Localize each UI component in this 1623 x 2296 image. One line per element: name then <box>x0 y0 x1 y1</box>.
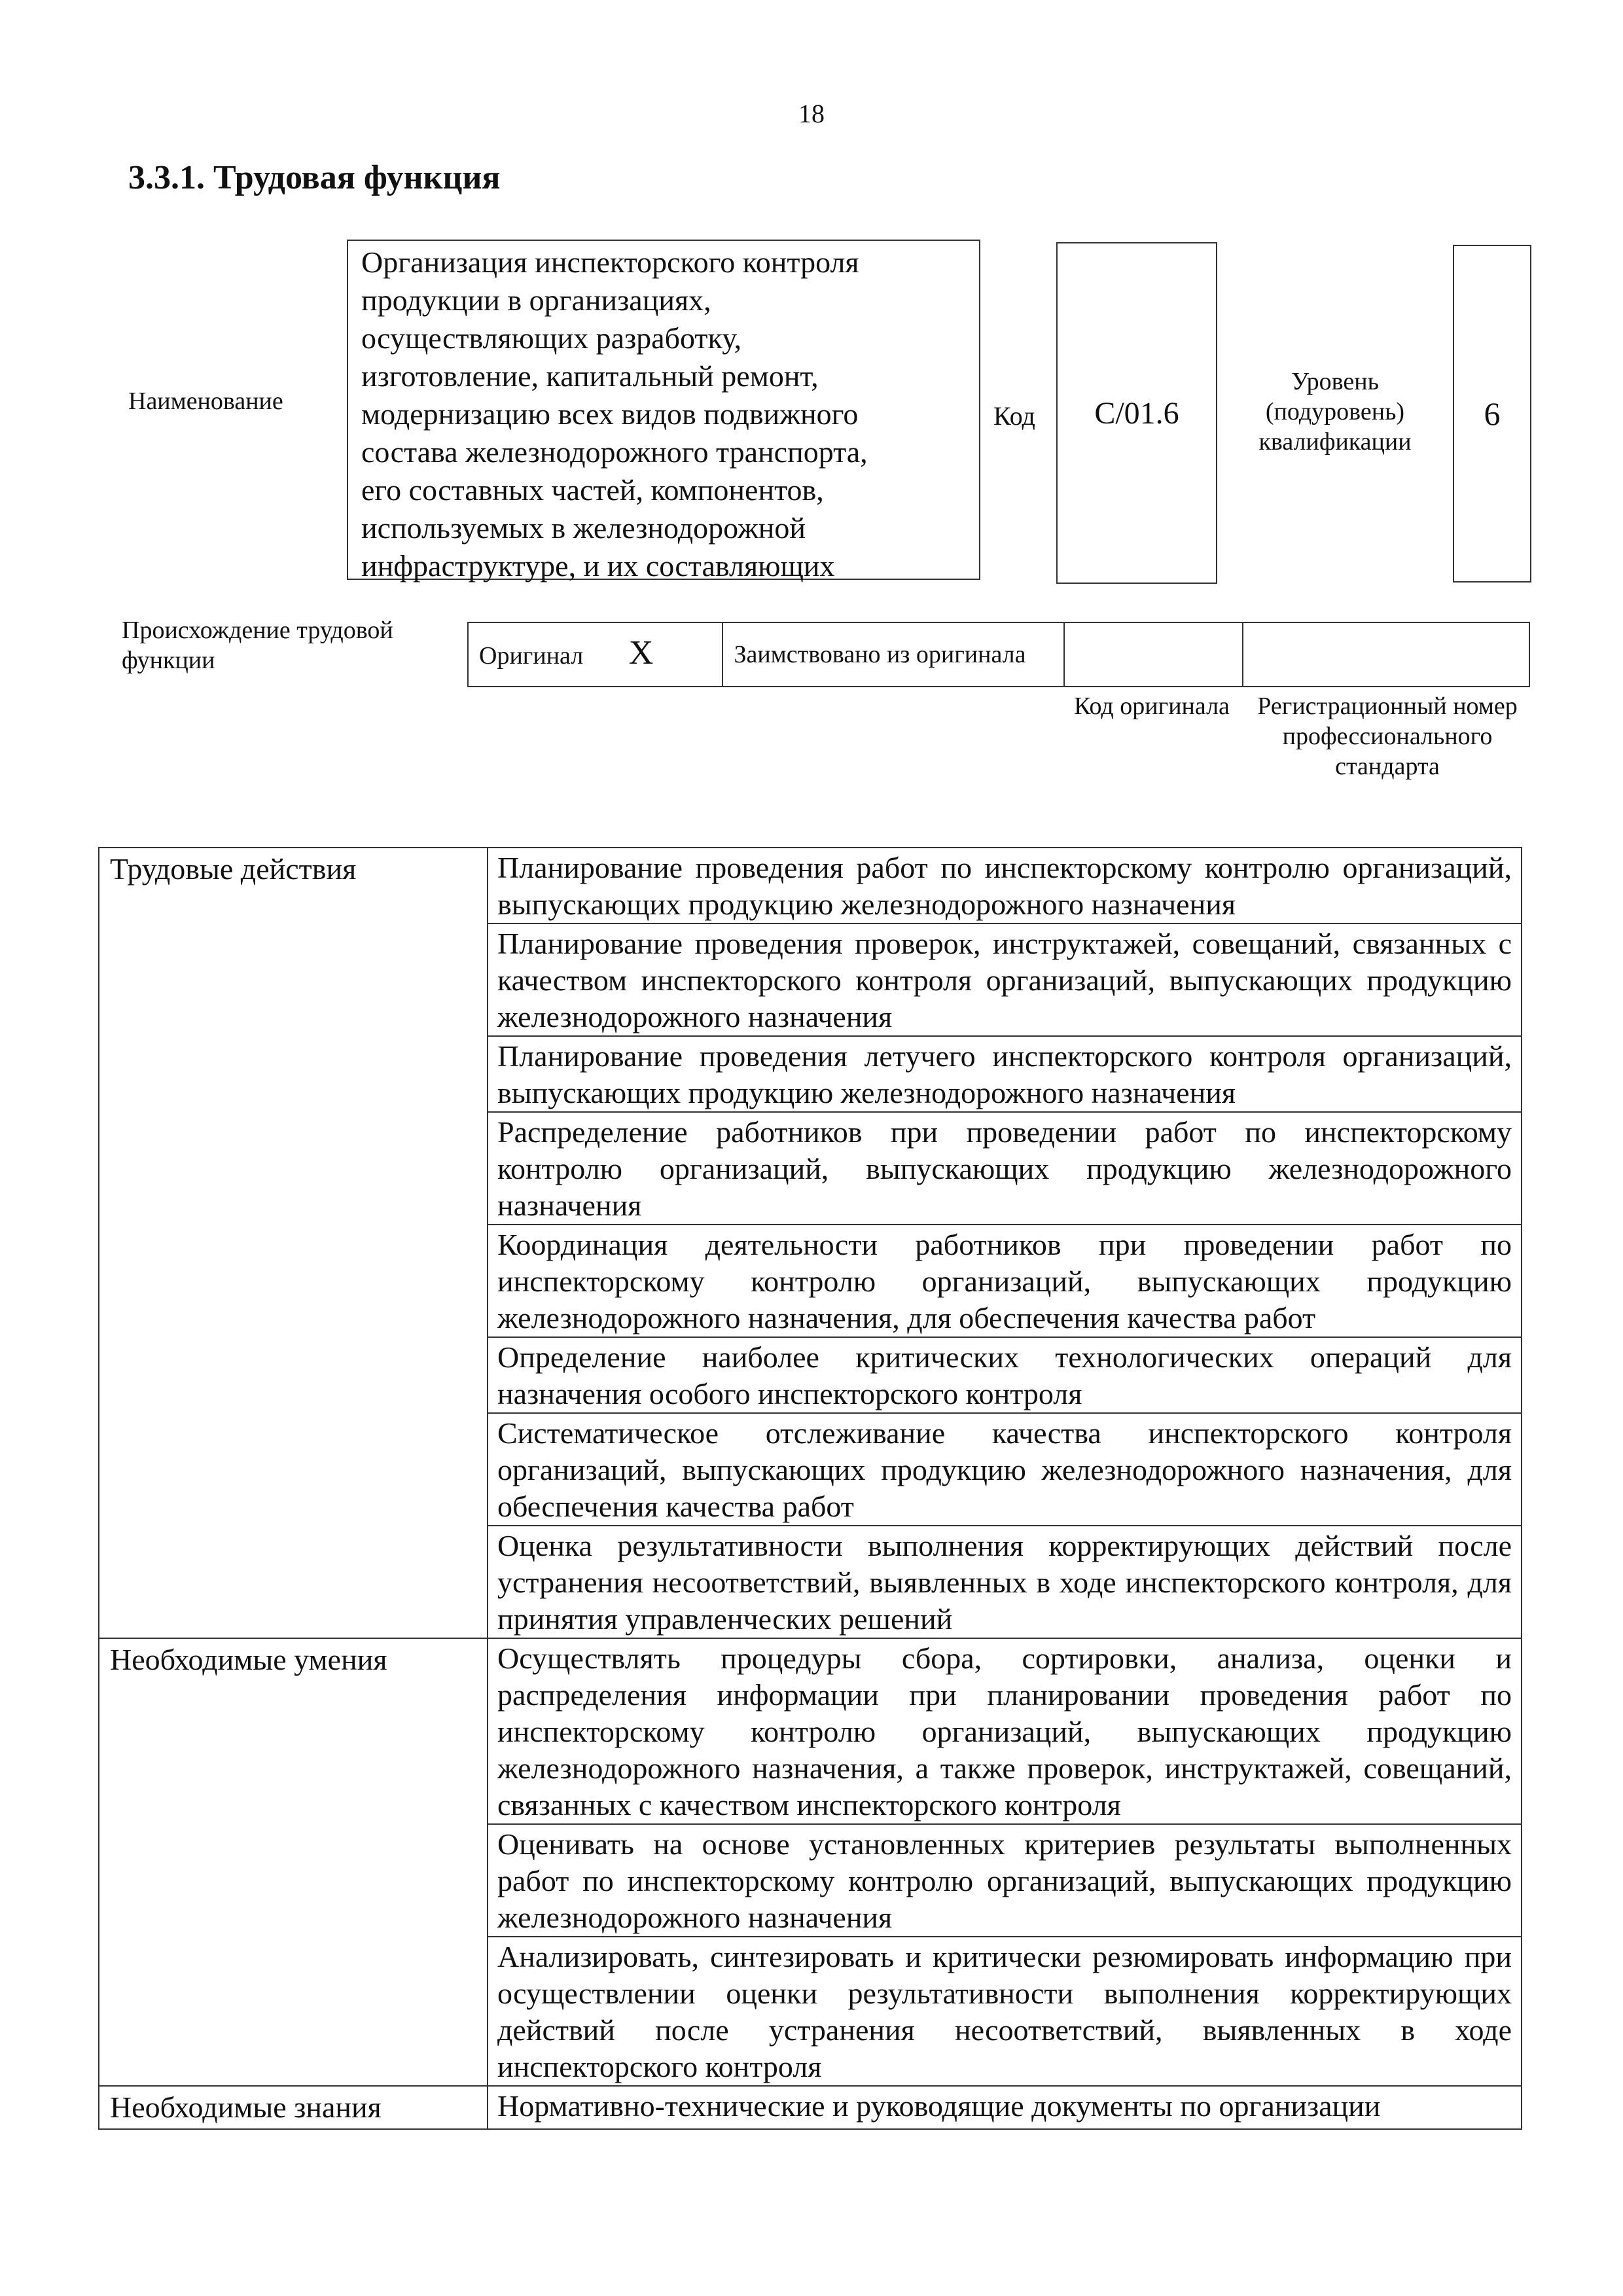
function-name-line: модернизацию всех видов подвижного <box>361 397 859 431</box>
function-name-line: осуществляющих разработку, <box>361 321 742 355</box>
item-cell: Распределение работников при проведении работ по инспекторскому контролю организаций, выпускающих продукцию железнодорожного назначения <box>488 1112 1522 1225</box>
function-name-line: используемых в железнодорожной <box>361 511 806 545</box>
table-row <box>99 1638 1522 1824</box>
item-cell: Планирование проведения работ по инспекторскому контролю организаций, выпускающих продукцию железнодорожного назначения <box>488 848 1522 924</box>
function-name-line: изготовление, капитальный ремонт, <box>361 359 819 393</box>
table-row <box>99 2086 1522 2129</box>
function-name-line: его составных частей, компонентов, <box>361 473 824 507</box>
qualification-level-label: Уровень (подуровень) квалификации <box>1258 368 1412 456</box>
code-value: С/01.6 <box>1056 242 1217 584</box>
code-label: Код <box>993 401 1035 431</box>
category-cell: Необходимые знания <box>99 2086 488 2129</box>
item-cell: Осуществлять процедуры сбора, сортировки, анализа, оценки и распределения информации при планировании проведения работ по инспекторскому контролю организаций, выпускающих продукцию железнодорожного назначения, а также проверок, инструктажей, совещаний, связанных с качеством инспекторского контроля <box>488 1638 1522 1824</box>
item-cell: Систематическое отслеживание качества инспекторского контроля организаций, выпускающих продукцию железнодорожного назначения, для обеспечения качества работ <box>488 1413 1522 1526</box>
table-row <box>99 848 1522 924</box>
origin-original-cell <box>468 622 722 687</box>
registration-number-caption: Регистрационный номер профессионального стандарта <box>1257 692 1518 780</box>
item-cell: Планирование проведения проверок, инструктажей, совещаний, связанных с качеством инспекторского контроля организаций, выпускающих продукцию железнодорожного назначения <box>488 924 1522 1036</box>
item-cell: Оценка результативности выполнения корректирующих действий после устранения несоответствий, выявленных в ходе инспекторского контроля, для принятия управленческих решений <box>488 1526 1522 1638</box>
section-title: 3.3.1. Трудовая функция <box>128 159 501 196</box>
item-cell: Анализировать, синтезировать и критически резюмировать информацию при осуществлении оценки результативности выполнения корректирующих действий после устранения несоответствий, выявленных в ходе инспекторского контроля <box>488 1937 1522 2086</box>
page-number: 18 <box>798 99 825 128</box>
origin-original-mark: X <box>628 634 654 672</box>
function-details-table <box>98 847 1522 2130</box>
function-name-line: инфраструктуре, и их составляющих <box>361 549 835 583</box>
original-code-caption: Код оригинала <box>1074 692 1230 720</box>
origin-borrowed-cell: Заимствовано из оригинала <box>722 622 1063 687</box>
origin-code-cell <box>1064 622 1243 687</box>
function-name-line: Организация инспекторского контроля <box>361 245 859 279</box>
name-label: Наименование <box>128 387 283 415</box>
item-cell: Определение наиболее критических технологических операций для назначения особого инспекторского контроля <box>488 1337 1522 1413</box>
function-name-line: продукции в организациях, <box>361 283 711 317</box>
item-cell: Оценивать на основе установленных критериев результаты выполненных работ по инспекторскому контролю организаций, выпускающих продукцию железнодорожного назначения <box>488 1824 1522 1937</box>
origin-reg-number-cell <box>1243 622 1529 687</box>
function-name-box <box>347 240 980 583</box>
item-cell: Координация деятельности работников при проведении работ по инспекторскому контролю организаций, выпускающих продукцию железнодорожного назначения, для обеспечения качества работ <box>488 1225 1522 1337</box>
origin-table <box>467 622 1530 687</box>
origin-original-label: Оригинал <box>479 642 584 670</box>
function-name-line: состава железнодорожного транспорта, <box>361 435 868 469</box>
category-cell: Трудовые действия <box>99 848 488 1638</box>
qualification-level-value: 6 <box>1453 245 1531 583</box>
category-cell: Необходимые умения <box>99 1638 488 2086</box>
item-cell: Нормативно-технические и руководящие документы по организации <box>488 2086 1522 2129</box>
item-cell: Планирование проведения летучего инспекторского контроля организаций, выпускающих продукцию железнодорожного назначения <box>488 1036 1522 1112</box>
origin-label: Происхождение трудовой функции <box>122 617 393 674</box>
